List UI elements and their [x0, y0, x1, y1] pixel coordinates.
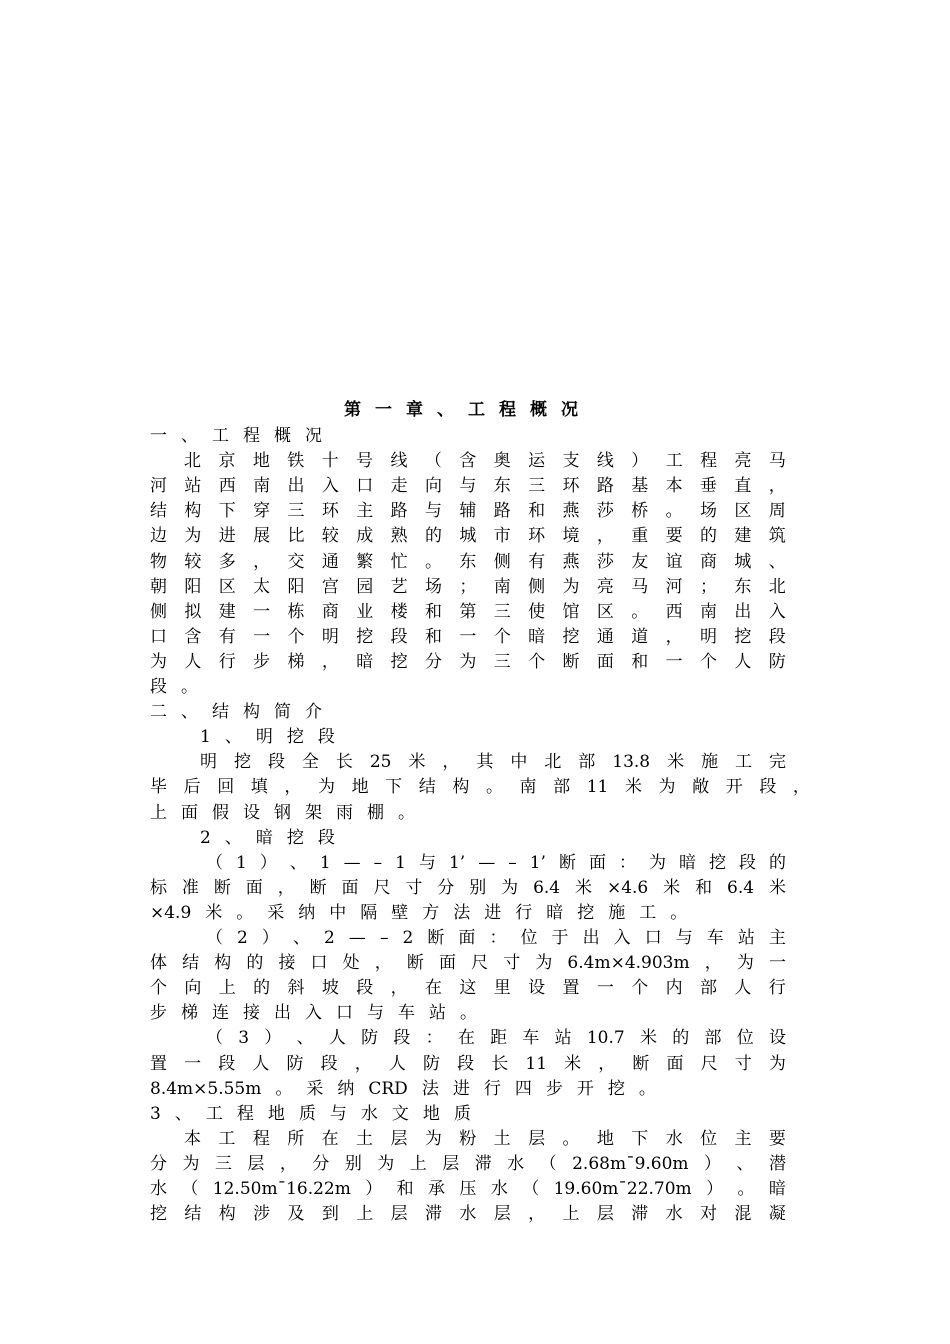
text-line: 北 京 地 铁 十 号 线 （ 含 奥 运 支 线 ） 工 程 亮 马: [184, 451, 786, 472]
text-line: 水 （ 12.50m¯16.22m ） 和 承 压 水 （ 19.60m¯22.70m ） 。 暗: [150, 1179, 786, 1199]
text-line: 上 面 假 设 钢 架 雨 棚 。: [150, 802, 415, 823]
text-line: 二 、 结 构 简 介: [150, 702, 322, 723]
text-line: 毕 后 回 填 ， 为 地 下 结 构 。 南 部 11 米 为 敞 开 段 ，: [150, 777, 810, 798]
text-line: （ 2 ） 、 2 — – 2 断 面 ： 位 于 出 入 口 与 车 站 主: [206, 928, 786, 948]
text-line: 物 较 多 ， 交 通 繁 忙 。 东 侧 有 燕 莎 友 谊 商 城 、: [150, 551, 786, 572]
text-line: 侧 拟 建 一 栋 商 业 楼 和 第 三 使 馆 区 。 西 南 出 入: [150, 601, 786, 622]
text-line: ×4.9 米 。 采 纳 中 隔 壁 方 法 进 行 暗 挖 施 工 。: [150, 902, 688, 923]
text-line: 结 构 下 穿 三 环 主 路 与 辅 路 和 燕 莎 桥 。 场 区 周: [150, 501, 786, 522]
text-line: 一 、 工 程 概 况: [150, 426, 322, 446]
text-line: 1 、 明 挖 段: [200, 727, 335, 748]
chapter-title: 第一章、工程概况: [344, 400, 592, 420]
text-line: 体 结 构 的 接 口 处 ， 断 面 尺 寸 为 6.4m×4.903m ， 为 一: [150, 953, 786, 974]
text-line: 明 挖 段 全 长 25 米 ， 其 中 北 部 13.8 米 施 工 完: [200, 752, 786, 773]
text-line: 挖 结 构 涉 及 到 上 层 滞 水 层 ， 上 层 滞 水 对 混 凝: [150, 1204, 786, 1225]
text-line: 标 准 断 面 ， 断 面 尺 寸 分 别 为 6.4 米 ×4.6 米 和 6.4 米: [150, 877, 786, 898]
text-line: 3 、 工 程 地 质 与 水 文 地 质: [150, 1103, 471, 1124]
text-line: 为 人 行 步 梯 ， 暗 挖 分 为 三 个 断 面 和 一 个 人 防: [150, 651, 786, 672]
text-line: 步 梯 连 接 出 入 口 与 车 站 。: [150, 1003, 477, 1024]
text-line: 口 含 有 一 个 明 挖 段 和 一 个 暗 挖 通 道 ， 明 挖 段: [150, 626, 786, 647]
text-line: （ 1 ） 、 1 — – 1 与 1’ — – 1’ 断 面 ： 为 暗 挖 段 的: [206, 852, 786, 873]
text-line: （ 3 ） 、 人 防 段 ： 在 距 车 站 10.7 米 的 部 位 设: [206, 1028, 786, 1049]
text-line: 本 工 程 所 在 土 层 为 粉 土 层 。 地 下 水 位 主 要: [184, 1128, 786, 1149]
text-line: 朝 阳 区 太 阳 宫 园 艺 场 ； 南 侧 为 亮 马 河 ； 东 北: [150, 576, 786, 597]
text-line: 段 。: [150, 677, 198, 697]
text-line: 分 为 三 层 ， 分 别 为 上 层 滞 水 （ 2.68m¯9.60m ） 、 潜: [150, 1153, 786, 1174]
text-line: 个 向 上 的 斜 坡 段 ， 在 这 里 设 置 一 个 内 部 人 行: [150, 978, 786, 999]
text-line: 河 站 西 南 出 入 口 走 向 与 东 三 环 路 基 本 垂 直 ，: [150, 476, 786, 497]
text-line: 2 、 暗 挖 段: [200, 827, 335, 848]
text-line: 边 为 进 展 比 较 成 熟 的 城 市 环 境 ， 重 要 的 建 筑: [150, 526, 786, 547]
text-line: 置 一 段 人 防 段 ， 人 防 段 长 11 米 ， 断 面 尺 寸 为: [150, 1053, 786, 1074]
text-line: 8.4m×5.55m 。 采 纳 CRD 法 进 行 四 步 开 挖 。: [150, 1078, 656, 1099]
